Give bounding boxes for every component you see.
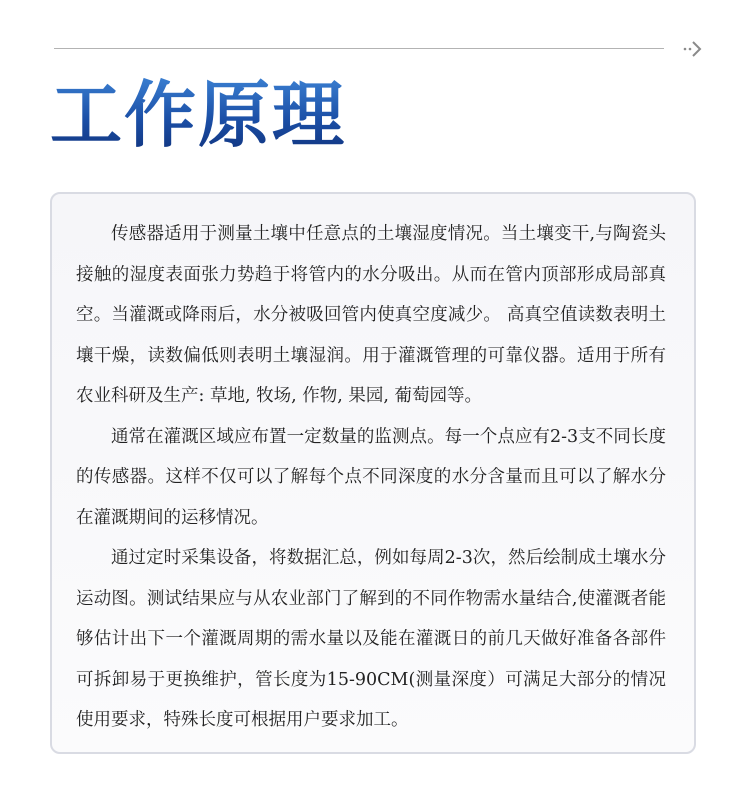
paragraph-principle: 传感器适用于测量土壤中任意点的土壤湿度情况。当土壤变干,与陶瓷头接触的湿度表面张力势趋于将管内的水分吸出。从而在管内顶部形成局部真空。当灌溉或降雨后，水分被吸回管内使真空度减少。 高真空值读数表明土壤干燥，读数偏低则表明土壤湿润。用于灌溉管理的可靠仪器。适用于所有农业科研及生产: 草地, 牧场, 作物, 果园, 葡萄园等。 [76,224,666,406]
chevron-right-dotted-icon [682,38,704,60]
paragraph-monitoring-points: 通常在灌溉区域应布置一定数量的监测点。每一个点应有2-3支不同长度的传感器。这样不仅可以了解每个点不同深度的水分含量而且可以了解水分在灌溉期间的运移情况。 [76,426,666,528]
top-divider [54,48,664,49]
description-card [50,192,696,754]
paragraph-data-collection: 通过定时采集设备，将数据汇总，例如每周2-3次，然后绘制成土壤水分运动图。测试结果应与从农业部门了解到的不同作物需水量结合,使灌溉者能够估计出下一个灌溉周期的需水量以及能在灌溉日的前几天做好准备各部件可拆卸易于更换维护，管长度为15-90CM(测量深度）可满足大部分的情况使用要求，特殊长度可根据用户要求加工。 [76,548,666,730]
page-title: 工作原理 [50,70,346,160]
